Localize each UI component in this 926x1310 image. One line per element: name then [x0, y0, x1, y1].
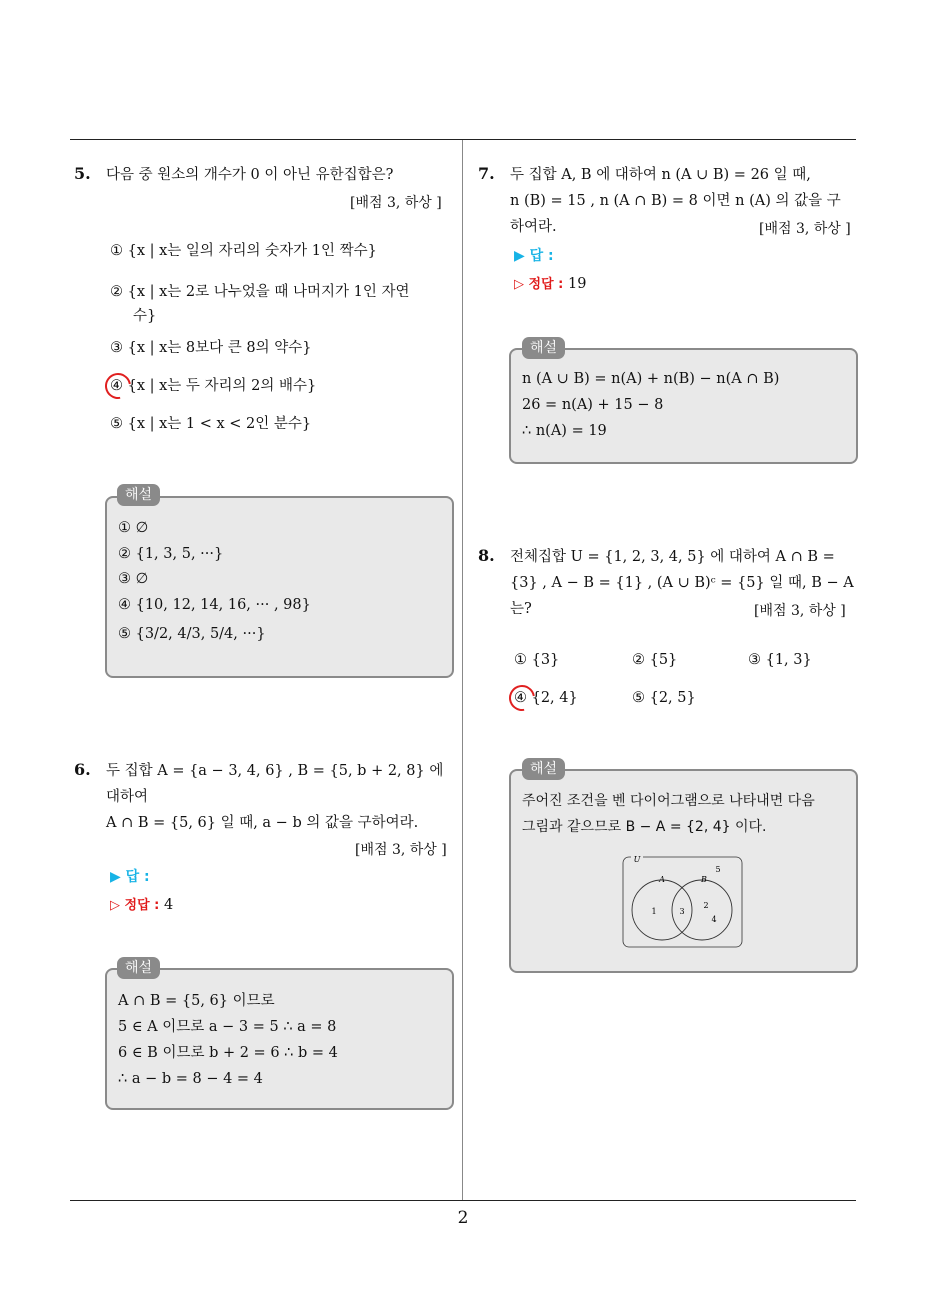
top-rule: [70, 139, 856, 140]
venn-a-only-value: 1: [651, 907, 657, 916]
q6-score: [배점 3, 하상 ]: [355, 842, 447, 858]
q5-option-5[interactable]: ⑤ {x | x는 1 < x < 2인 분수}: [110, 416, 312, 432]
q7-answer-label: ▶ 답 :: [514, 248, 554, 264]
q7-text-3: 하여라.: [510, 219, 557, 235]
q6-number: 6.: [74, 760, 91, 779]
q8-option-4[interactable]: ④ {2, 4}: [514, 690, 578, 706]
q5-expl-3: ③ ∅: [118, 571, 149, 587]
q7-expl-2: 26 = n(A) + 15 − 8: [522, 397, 664, 413]
q7-text-2: n (B) = 15 , n (A ∩ B) = 8 이면 n (A) 의 값을 구: [510, 193, 841, 209]
venn-universe-box: [623, 857, 742, 947]
q6-correct-answer: ▷ 정답 : 4: [110, 897, 174, 913]
q8-expl-1: 주어진 조건을 벤 다이어그램으로 나타내면 다음: [522, 793, 815, 809]
venn-diagram: [620, 852, 746, 952]
venn-b-only-value-2: 4: [711, 915, 717, 924]
page-number: 2: [457, 1208, 469, 1228]
q5-text: 다음 중 원소의 개수가 0 이 아닌 유한집합은?: [106, 167, 394, 183]
q8-option-1[interactable]: ① {3}: [514, 652, 560, 668]
q5-option-4[interactable]: ④ {x | x는 두 자리의 2의 배수}: [110, 378, 317, 394]
q7-text-1: 두 집합 A, B 에 대하여 n (A ∪ B) = 26 일 때,: [510, 167, 811, 183]
q8-expl-2: 그림과 같으므로 B − A = {2, 4} 이다.: [522, 819, 767, 835]
venn-set-b-label: B: [701, 875, 707, 884]
column-divider: [462, 140, 463, 1200]
venn-outside-value: 5: [715, 865, 721, 874]
q5-expl-1: ① ∅: [118, 520, 149, 536]
q5-option-1[interactable]: ① {x | x는 일의 자리의 숫자가 1인 짝수}: [110, 243, 377, 259]
q5-option-3[interactable]: ③ {x | x는 8보다 큰 8의 약수}: [110, 340, 312, 356]
q6-expl-1: A ∩ B = {5, 6} 이므로: [118, 993, 275, 1009]
q6-text-3: A ∩ B = {5, 6} 일 때, a − b 의 값을 구하여라.: [106, 815, 419, 831]
q7-expl-1: n (A ∪ B) = n(A) + n(B) − n(A ∩ B): [522, 371, 780, 387]
q5-number: 5.: [74, 164, 91, 183]
q8-option-5[interactable]: ⑤ {2, 5}: [632, 690, 696, 706]
q6-expl-3: 6 ∈ B 이므로 b + 2 = 6 ∴ b = 4: [118, 1045, 338, 1061]
q8-option-2[interactable]: ② {5}: [632, 652, 678, 668]
q6-expl-4: ∴ a − b = 8 − 4 = 4: [118, 1071, 263, 1087]
q8-text-1: 전체집합 U = {1, 2, 3, 4, 5} 에 대하여 A ∩ B =: [510, 549, 835, 565]
q5-expl-5: ⑤ {3/2, 4/3, 5/4, ···}: [118, 626, 266, 642]
q8-score: [배점 3, 하상 ]: [754, 603, 846, 619]
q5-explanation-box: [105, 496, 454, 678]
q8-number: 8.: [478, 546, 495, 565]
q7-expl-3: ∴ n(A) = 19: [522, 423, 607, 439]
q5-expl-2: ② {1, 3, 5, ···}: [118, 546, 224, 562]
q7-score: [배점 3, 하상 ]: [759, 221, 851, 237]
q8-text-3: 는?: [510, 601, 532, 617]
q6-text-1: 두 집합 A = {a − 3, 4, 6} , B = {5, b + 2, 8} 에: [106, 763, 444, 779]
q7-explanation-label: 해설: [522, 337, 565, 359]
q6-expl-2: 5 ∈ A 이므로 a − 3 = 5 ∴ a = 8: [118, 1019, 337, 1035]
q8-option-3[interactable]: ③ {1, 3}: [748, 652, 812, 668]
q5-option-2-cont: 수}: [133, 308, 157, 324]
q5-score: [배점 3, 하상 ]: [350, 195, 442, 211]
venn-intersection-value: 3: [679, 907, 685, 916]
bottom-rule: [70, 1200, 856, 1201]
venn-universe-label: U: [633, 855, 641, 864]
q5-explanation-label: 해설: [117, 484, 160, 506]
q6-explanation-label: 해설: [117, 957, 160, 979]
q5-expl-4: ④ {10, 12, 14, 16, ··· , 98}: [118, 597, 311, 613]
q7-correct-answer: ▷ 정답 : 19: [514, 276, 587, 292]
q8-explanation-label: 해설: [522, 758, 565, 780]
q5-option-2[interactable]: ② {x | x는 2로 나누었을 때 나머지가 1인 자연: [110, 284, 410, 300]
q6-text-2: 대하여: [106, 789, 149, 805]
q8-text-2: {3} , A − B = {1} , (A ∪ B)ᶜ = {5} 일 때, B − A: [510, 575, 854, 591]
q6-answer-label: ▶ 답 :: [110, 869, 150, 885]
venn-set-a-label: A: [659, 875, 665, 884]
q7-number: 7.: [478, 164, 495, 183]
venn-b-only-value-1: 2: [703, 901, 709, 910]
